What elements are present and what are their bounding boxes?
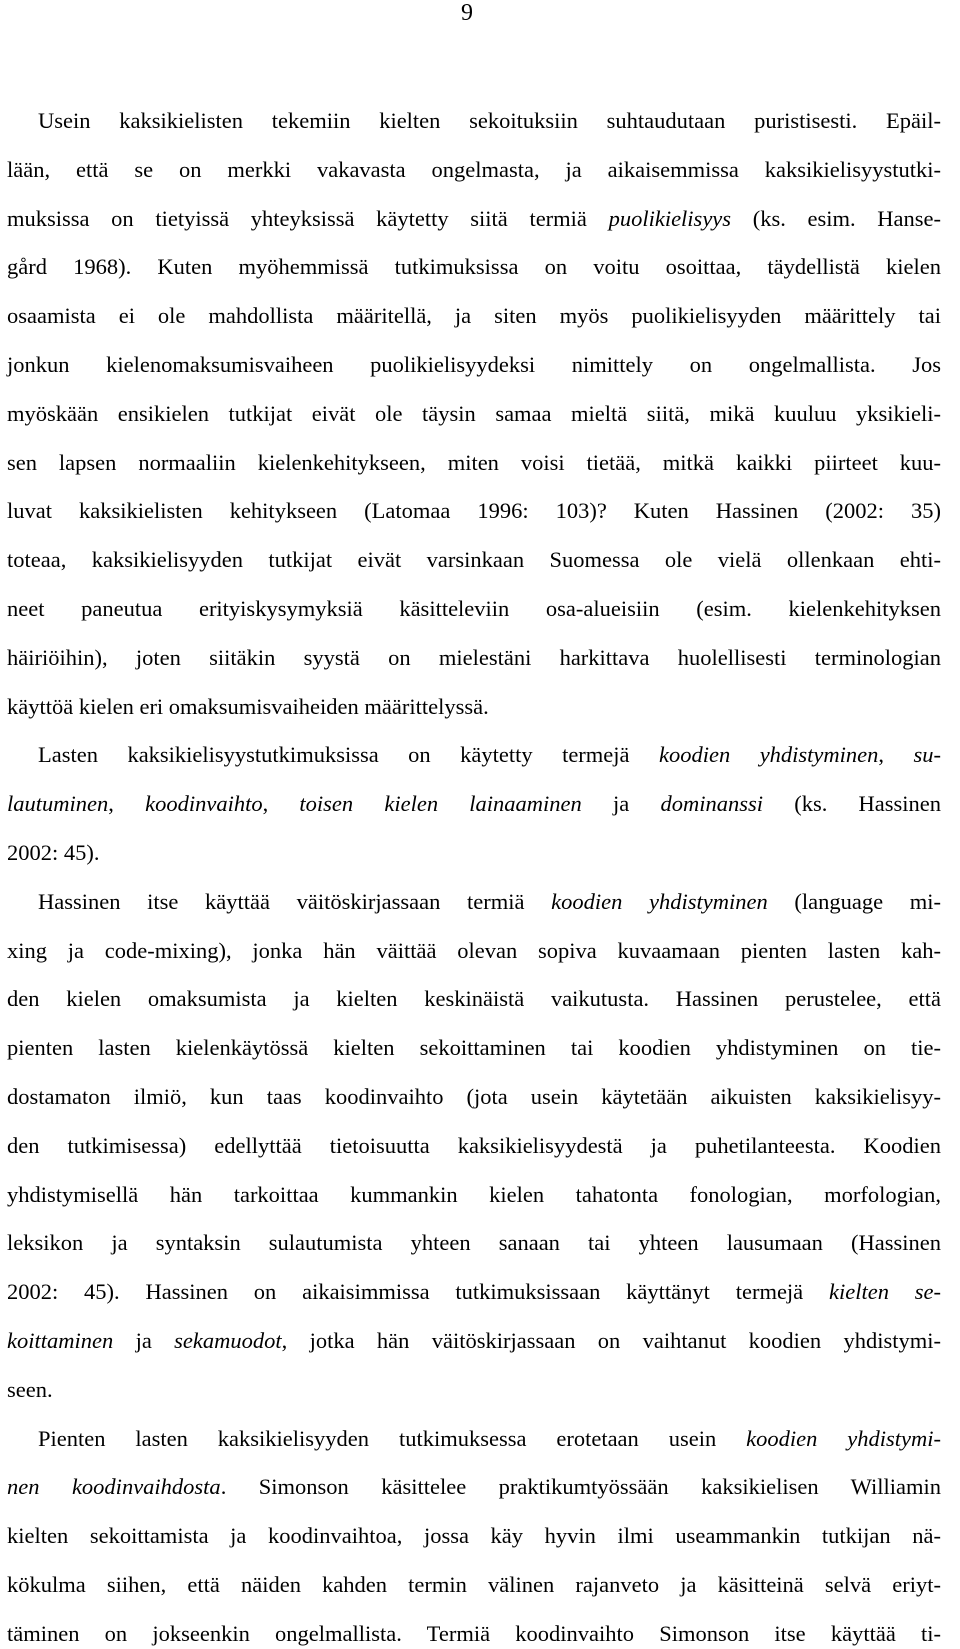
- text-line: [7, 350, 941, 380]
- text-segment: pienten lasten kielenkäytössä kielten sekoittaminen tai koodien yhdistyminen on tie-: [7, 1035, 941, 1060]
- text-segment: ,: [878, 742, 914, 767]
- text-segment: neet paneutua erityiskysymyksiä käsitteleviin osa-alueisiin (esim. kielenkehityksen: [7, 596, 941, 621]
- text-line: [7, 1472, 941, 1502]
- text-line: [7, 594, 941, 624]
- italic-term: koodinvaihto: [145, 791, 263, 816]
- text-segment: sen lapsen normaaliin kielenkehitykseen, miten voisi tietää, mitkä kaikki piirteet kuu-: [7, 450, 941, 475]
- text-segment: ja: [113, 1328, 175, 1353]
- text-line: [7, 399, 941, 429]
- italic-term: dominanssi: [660, 791, 763, 816]
- text-line: [7, 1131, 941, 1161]
- text-line: [38, 106, 941, 136]
- text-segment: osaamista ei ole mahdollista määritellä, ja siten myös puolikielisyyden määrittely tai: [7, 303, 941, 328]
- text-segment: dostamaton ilmiö, kun taas koodinvaihto (jota usein käytetään aikuisten kaksikielisyy-: [7, 1084, 941, 1109]
- text-line: [7, 252, 941, 282]
- italic-term: kielten se-: [828, 1279, 941, 1304]
- text-segment: ,: [108, 791, 146, 816]
- italic-term: koodien yhdistyminen: [659, 742, 879, 767]
- text-line: [7, 984, 941, 1014]
- text-line: [7, 1033, 941, 1063]
- text-segment: , jotka hän väitöskirjassaan on vaihtanut koodien yhdistymi-: [281, 1328, 941, 1353]
- text-line: [7, 448, 941, 478]
- text-line: [7, 692, 941, 722]
- text-line: [7, 789, 941, 819]
- text-line: [7, 643, 941, 673]
- text-segment: gård 1968). Kuten myöhemmissä tutkimuksissa on voitu osoittaa, täydellistä kielen: [7, 254, 941, 279]
- italic-term: lautuminen: [7, 791, 109, 816]
- italic-term: koodien yhdistyminen: [551, 889, 768, 914]
- text-segment: den kielen omaksumista ja kielten keskinäistä vaikutusta. Hassinen perustelee, että: [7, 986, 941, 1011]
- text-segment: 2002: 45).: [7, 840, 100, 865]
- text-segment: Pienten lasten kaksikielisyyden tutkimuksessa erotetaan usein: [38, 1426, 747, 1451]
- text-line: [7, 1570, 941, 1600]
- text-line: [7, 301, 941, 331]
- text-segment: jonkun kielenomaksumisvaiheen puolikielisyydeksi nimittely on ongelmallista. Jos: [7, 352, 941, 377]
- text-segment: lään, että se on merkki vakavasta ongelmasta, ja aikaisemmissa kaksikielisyystutki-: [7, 157, 941, 182]
- text-line: [7, 1228, 941, 1258]
- text-line: [38, 887, 941, 917]
- text-segment: den tutkimisessa) edellyttää tietoisuutta kaksikielisyydestä ja puhetilanteesta. Koodien: [7, 1133, 941, 1158]
- text-line: [7, 1180, 941, 1210]
- text-line: [7, 204, 941, 234]
- text-segment: kielten sekoittamista ja koodinvaihtoa, jossa käy hyvin ilmi useammankin tutkijan nä-: [7, 1523, 941, 1548]
- text-segment: yhdistymisellä hän tarkoittaa kummankin kielen tahatonta fonologian, morfologian,: [7, 1182, 941, 1207]
- text-segment: myöskään ensikielen tutkijat eivät ole täysin samaa mieltä siitä, mikä kuuluu yksikieli-: [7, 401, 941, 426]
- text-segment: Hassinen itse käyttää väitöskirjassaan termiä: [38, 889, 552, 914]
- text-segment: Usein kaksikielisten tekemiin kielten sekoituksiin suhtaudutaan puristisesti. Epäil-: [38, 108, 941, 133]
- text-segment: toteaa, kaksikielisyyden tutkijat eivät varsinkaan Suomessa ole vielä ollenkaan ehti-: [7, 547, 941, 572]
- italic-term: koodien yhdistymi-: [746, 1426, 941, 1451]
- text-line: [7, 1619, 941, 1649]
- text-segment: leksikon ja syntaksin sulautumista yhteen sanaan tai yhteen lausumaan (Hassinen: [7, 1230, 941, 1255]
- page-number: 9: [461, 0, 473, 26]
- text-segment: muksissa on tietyissä yhteyksissä käytetty siitä termiä: [7, 206, 609, 231]
- text-line: [38, 1424, 941, 1454]
- text-line: [7, 1375, 941, 1405]
- text-line: [7, 155, 941, 185]
- text-line: [7, 1326, 941, 1356]
- italic-term: toisen kielen lainaaminen: [299, 791, 582, 816]
- text-line: [7, 936, 941, 966]
- text-line: [7, 838, 941, 868]
- text-segment: 2002: 45). Hassinen on aikaisimmissa tutkimuksissaan käyttänyt termejä: [7, 1279, 829, 1304]
- text-segment: täminen on jokseenkin ongelmallista. Termiä koodinvaihto Simonson itse käyttää ti-: [7, 1621, 941, 1646]
- text-line: [38, 740, 941, 770]
- text-segment: Lasten kaksikielisyystutkimuksissa on käytetty termejä: [38, 742, 659, 767]
- text-segment: kökulma siihen, että näiden kahden termin välinen rajanveto ja käsitteinä selvä eriyt-: [7, 1572, 941, 1597]
- italic-term: puolikielisyys: [608, 206, 732, 231]
- text-line: [7, 1521, 941, 1551]
- italic-term: nen koodinvaihdosta: [7, 1474, 221, 1499]
- text-segment: seen.: [7, 1377, 53, 1402]
- italic-term: koittaminen: [7, 1328, 114, 1353]
- text-segment: ,: [262, 791, 300, 816]
- text-line: [7, 545, 941, 575]
- italic-term: su-: [913, 742, 942, 767]
- italic-term: sekamuodot: [174, 1328, 282, 1353]
- text-segment: xing ja code-mixing), jonka hän väittää olevan sopiva kuvaamaan pienten lasten kah-: [7, 938, 941, 963]
- text-segment: ja: [581, 791, 661, 816]
- text-segment: luvat kaksikielisten kehitykseen (Latomaa 1996: 103)? Kuten Hassinen (2002: 35): [7, 498, 941, 523]
- text-segment: (language mi-: [767, 889, 942, 914]
- text-segment: . Simonson käsittelee praktikumtyössään kaksikielisen Williamin: [220, 1474, 941, 1499]
- text-segment: (ks. Hassinen: [762, 791, 942, 816]
- text-line: [7, 1277, 941, 1307]
- text-segment: häiriöihin), joten siitäkin syystä on mielestäni harkittava huolellisesti terminologian: [7, 645, 941, 670]
- text-segment: (ks. esim. Hanse-: [731, 206, 941, 231]
- text-line: [7, 1082, 941, 1112]
- text-segment: käyttöä kielen eri omaksumisvaiheiden määrittelyssä.: [7, 694, 489, 719]
- text-line: [7, 496, 941, 526]
